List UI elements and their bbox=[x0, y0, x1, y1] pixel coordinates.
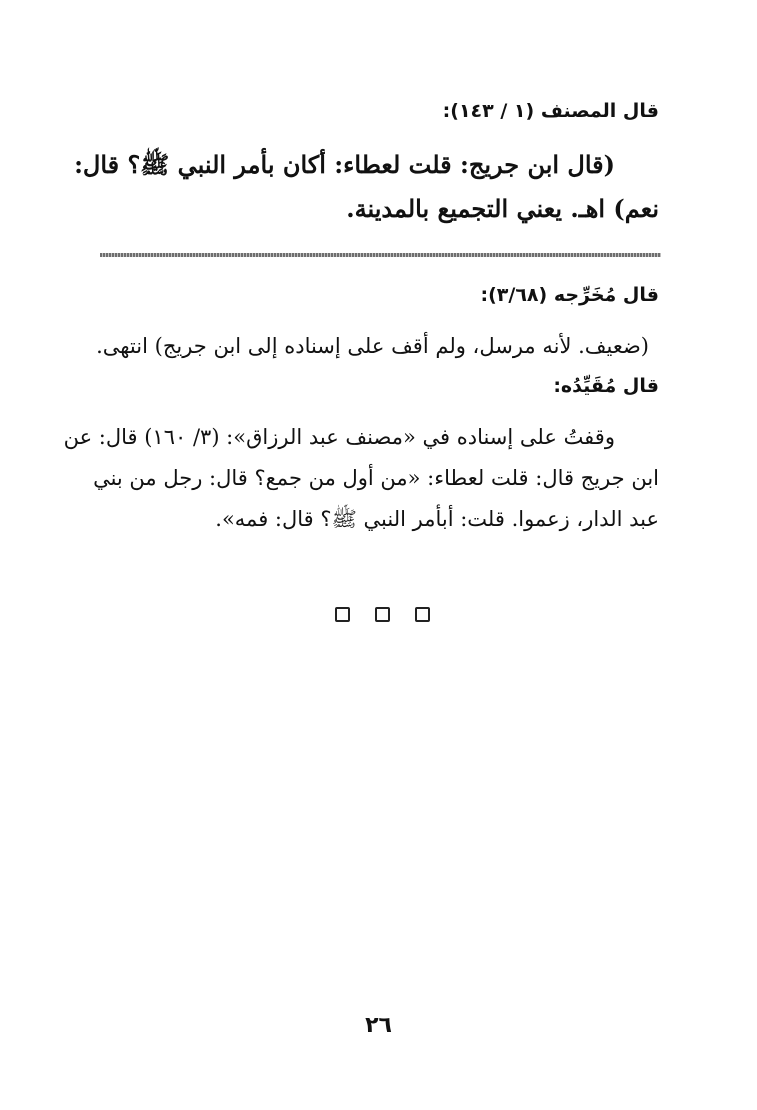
separator-box-icon bbox=[375, 607, 390, 622]
section-divider bbox=[100, 253, 661, 257]
section1-line-2: نعم) اهـ. يعني التجميع بالمدينة. bbox=[346, 194, 659, 223]
section3-line-1: وقفتُ على إسناده في «مصنف عبد الرزاق»: (٣/ ١٦٠) قال: عن bbox=[63, 425, 615, 449]
section3-line-3: عبد الدار، زعموا. قلت: أبأمر النبي ﷺ؟ قال: فمه». bbox=[215, 507, 659, 531]
section2-line-1: (ضعيف. لأنه مرسل، ولم أقف على إسناده إلى ابن جريج) انتهى. bbox=[96, 334, 649, 358]
separator-box-icon bbox=[415, 607, 430, 622]
separator-box-icon bbox=[335, 607, 350, 622]
section3-line-2: ابن جريج قال: قلت لعطاء: «من أول من جمع؟ قال: رجل من بني bbox=[93, 466, 659, 490]
section2-body bbox=[84, 326, 659, 367]
page-number: ٢٦ bbox=[365, 1013, 392, 1038]
section2-heading: قال مُخَرِّجه (٣/٦٨): bbox=[480, 284, 659, 306]
separator-boxes bbox=[335, 607, 430, 623]
section1-line-1: (قال ابن جريج: قلت لعطاء: أكان بأمر النبي ﷺ؟ قال: bbox=[74, 150, 615, 179]
section3-heading: قال مُقَيِّدُه: bbox=[553, 375, 659, 397]
section1-body bbox=[74, 143, 659, 231]
section1-heading: قال المصنف (١ / ١٤٣): bbox=[442, 100, 659, 122]
section3-body bbox=[63, 417, 659, 540]
